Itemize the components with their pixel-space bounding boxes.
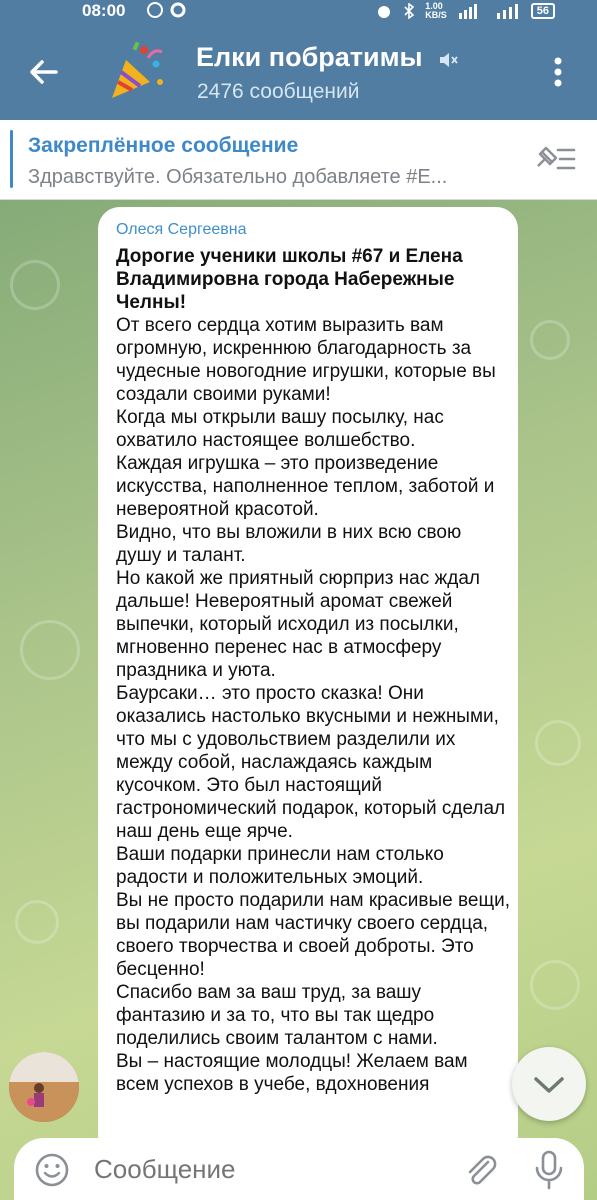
pinned-text: Здравствуйте. Обязательно добавляете #Е...	[28, 166, 448, 188]
background-doodle	[530, 320, 570, 360]
alarm-icon	[375, 3, 393, 19]
background-doodle	[15, 900, 59, 944]
background-doodle	[535, 720, 581, 766]
chat-title[interactable]: Елки побратимы	[196, 42, 423, 72]
pin-list-icon	[532, 142, 576, 176]
message-body: От всего сердца хотим выразить вам огромную, искреннюю благодарность за чудесные новогодние игрушки, которые вы создали своими руками! Когда мы открыли вашу посылку, нас охватило настоящее волшебство. Каждая игрушка – это произведение искусства, наполненное теплом, заботой и невероятной красотой. Видно, что вы вложили в них всю свою душу и талант. Но какой же приятный сюрприз нас ждал дальше! Невероятный аромат свежей выпечки, который исходил из посылки, мгновенно перенес нас в атмосферу праздника и уюта. Баурсаки… это просто сказка! Они оказались настолько вкусными и нежными, что мы с удовольствием разделили их между собой, наслаждаясь каждым кусочком. Это был настоящий гастрономический подарок, который сделал наш день еще ярче. Ваши подарки принесли нам столько радости и положительных эмоций. Вы не просто подарили нам красивые вещи, вы подарили нам частичку своего сердца, своего творчества и своей доброты. Это бесценно! Спасибо вам за ваш труд, за вашу фантазию и за то, что вы так щедро поделились своим талантом с нами. Вы – настоящие молодцы! Желаем вам всем успехов в учебе, вдохновения	[116, 315, 510, 1095]
chevron-down-icon	[512, 1047, 586, 1121]
paperclip-icon	[460, 1150, 500, 1190]
message-bubble[interactable]	[98, 207, 518, 1157]
background-doodle	[20, 620, 80, 680]
signal-icon-2	[495, 3, 521, 19]
sender-avatar[interactable]	[9, 1052, 79, 1122]
pinned-list-button[interactable]	[532, 142, 576, 176]
back-button[interactable]	[22, 50, 66, 94]
background-doodle	[530, 960, 580, 1010]
pinned-title: Закреплённое сообщение	[28, 134, 299, 157]
attach-button[interactable]	[460, 1150, 500, 1190]
status-right-icons	[375, 2, 555, 20]
message-input[interactable]	[94, 1154, 434, 1185]
signal-icon	[457, 3, 485, 19]
message-heading: Дорогие ученики школы #67 и Елена Владимировна города Набережные Челны!	[116, 246, 463, 313]
whatsapp-icon	[146, 1, 190, 19]
mic-button[interactable]	[532, 1148, 566, 1192]
status-time: 08:00	[82, 1, 126, 20]
chat-area[interactable]	[0, 200, 597, 1200]
speaker-muted-icon	[437, 49, 459, 71]
more-vertical-icon	[546, 54, 570, 90]
message-composer	[14, 1138, 584, 1200]
chat-header	[0, 22, 597, 120]
status-bar	[0, 0, 597, 22]
net-speed: 1.00 KB/S	[425, 1, 447, 20]
bluetooth-icon	[403, 3, 415, 19]
microphone-icon	[532, 1148, 566, 1192]
background-doodle	[10, 260, 60, 310]
scroll-down-button[interactable]	[512, 1047, 586, 1121]
notification-icons	[146, 1, 190, 23]
party-popper-icon	[104, 38, 170, 104]
chat-subtitle: 2476 сообщений	[197, 80, 360, 103]
pinned-accent-line	[10, 130, 13, 188]
emoji-button[interactable]	[34, 1152, 70, 1188]
arrow-left-icon	[22, 50, 66, 94]
more-menu-button[interactable]	[546, 54, 570, 90]
pinned-message-bar[interactable]	[0, 120, 597, 200]
message-sender[interactable]: Олеся Сергеевна	[116, 221, 247, 238]
avatar-photo	[9, 1052, 79, 1122]
emoji-icon	[34, 1152, 70, 1188]
message-text	[116, 245, 510, 1096]
battery-indicator: 56	[531, 3, 555, 19]
group-avatar[interactable]	[104, 38, 170, 104]
